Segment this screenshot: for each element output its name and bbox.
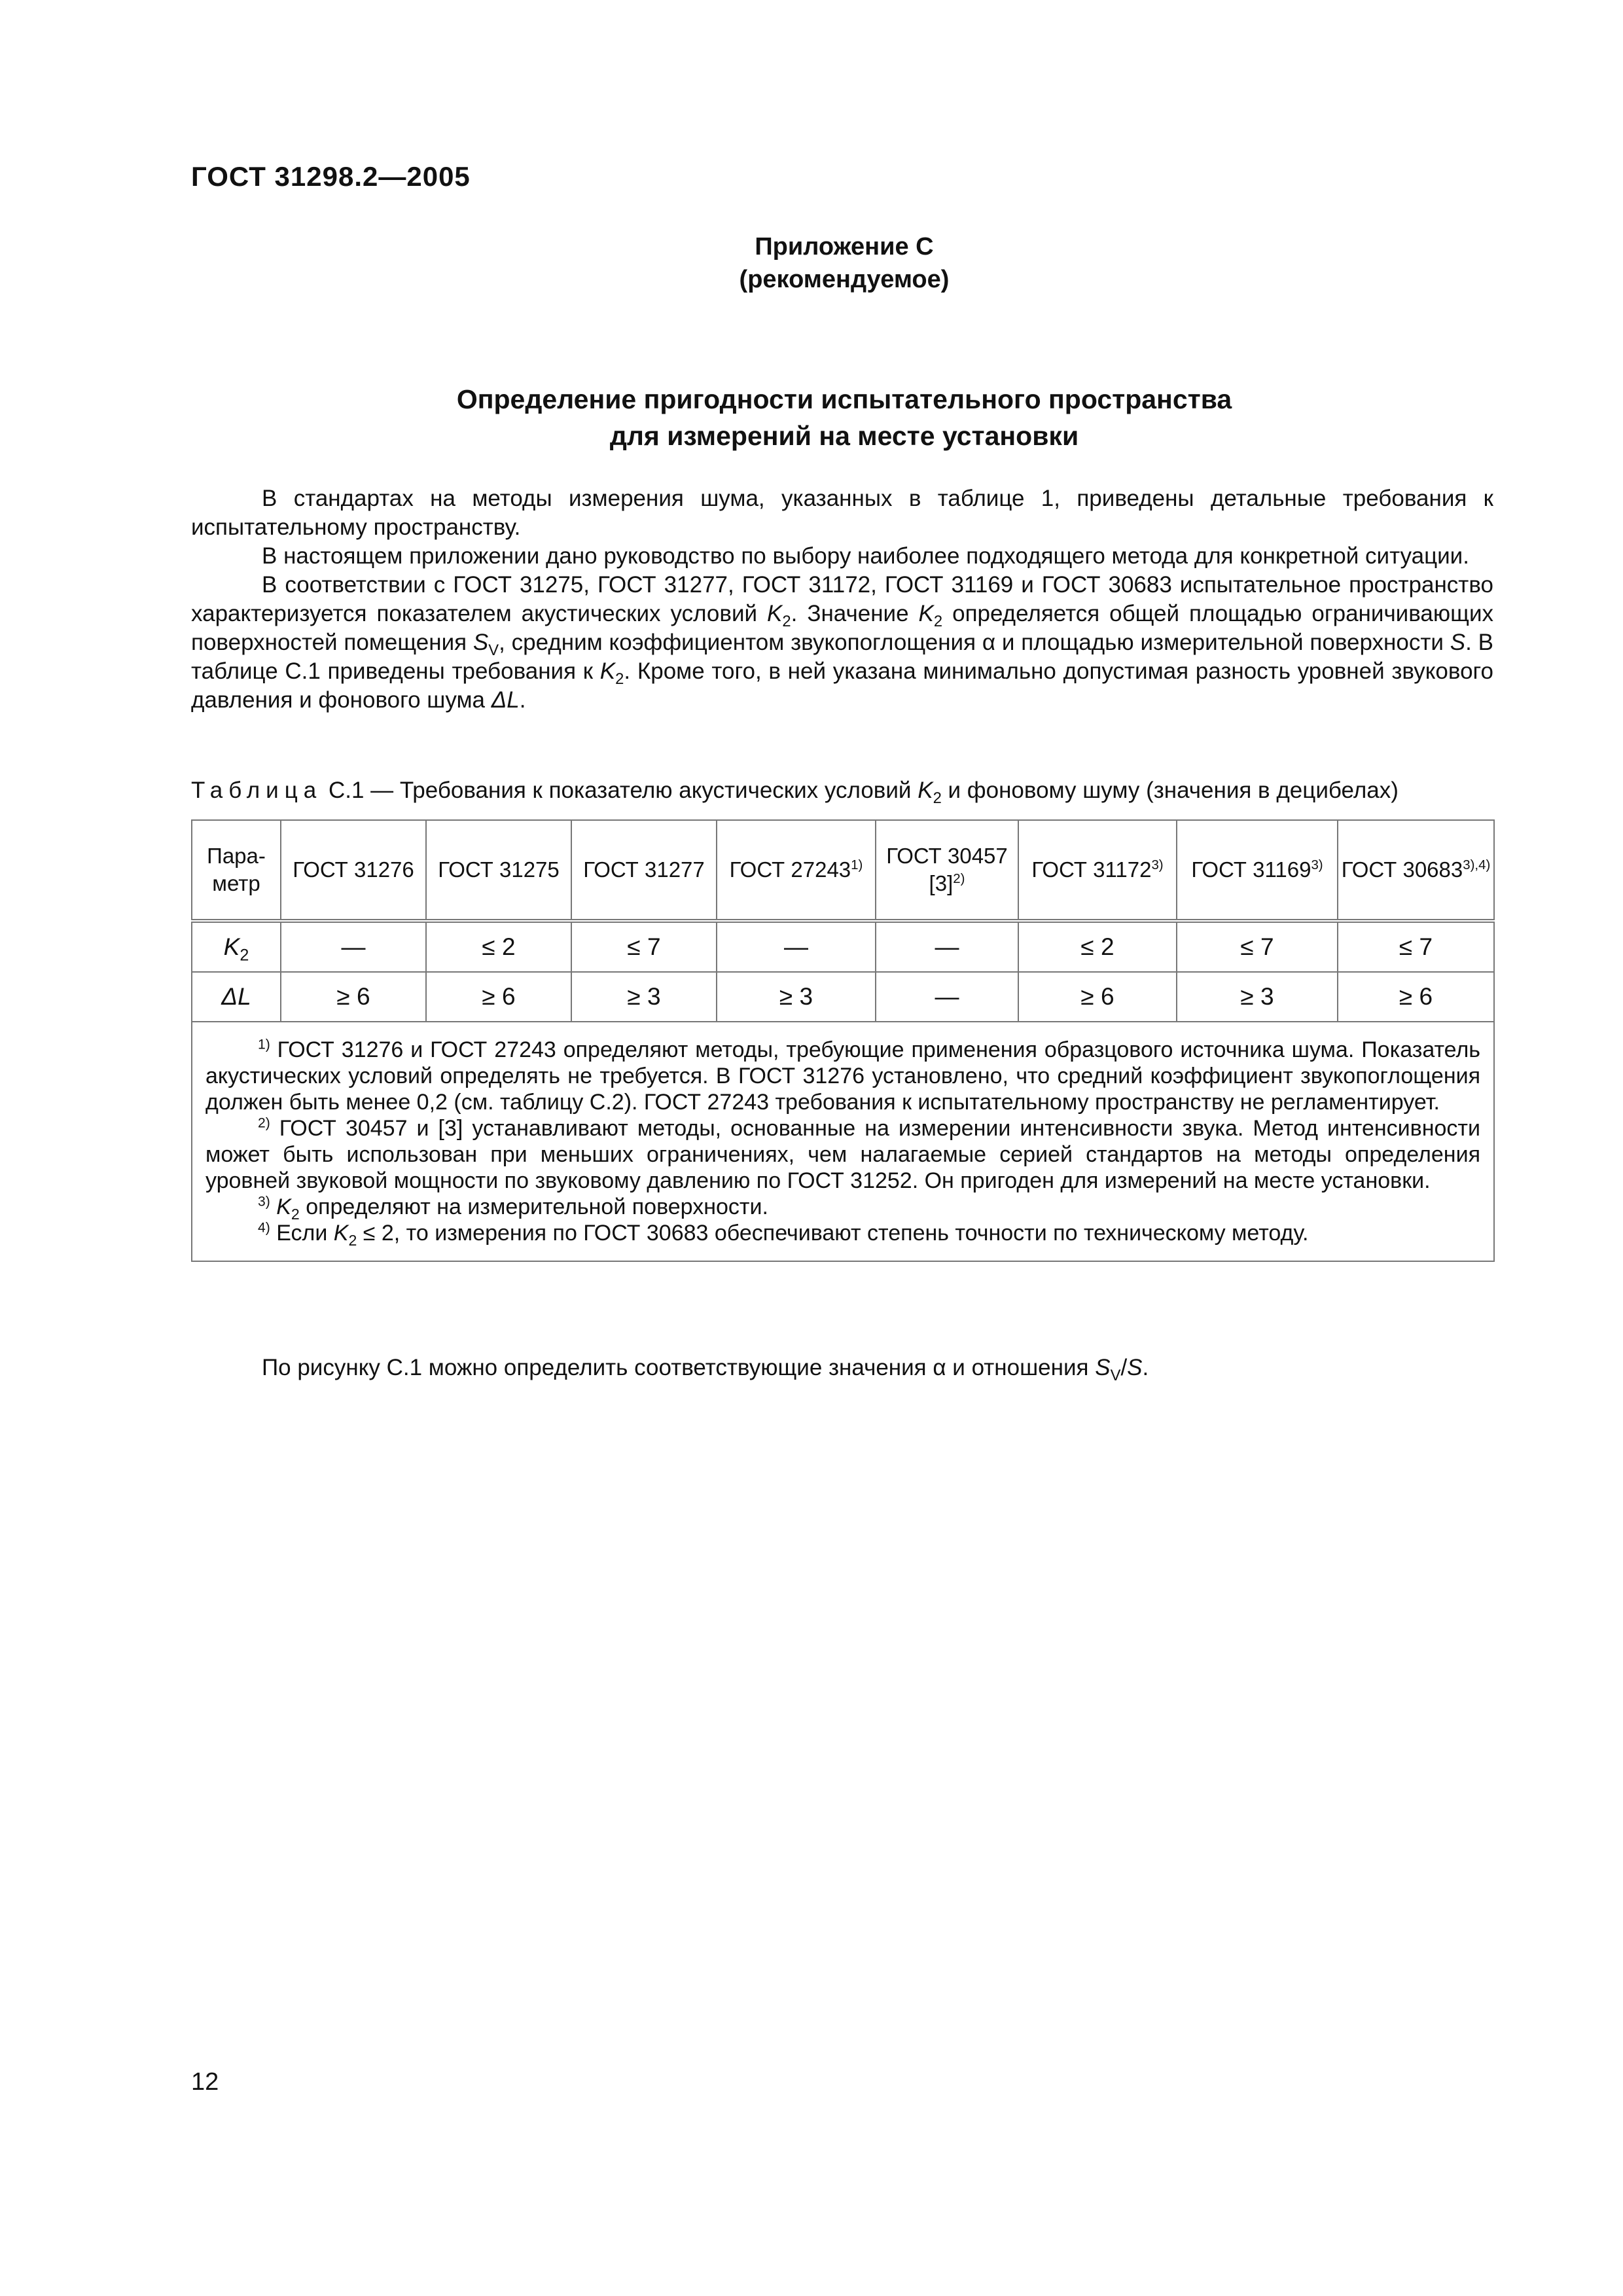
table-row bbox=[192, 972, 1494, 1022]
footnote-text: ≤ 2, то измерения по ГОСТ 30683 обеспечивают степень точности по техническому методу. bbox=[357, 1221, 1309, 1246]
paragraph-3-text: . В таблице С.1 приведены требования к bbox=[191, 630, 1493, 684]
symbol-k: K bbox=[918, 601, 934, 626]
footnote-ref: 3) bbox=[1151, 857, 1164, 872]
footnote-text: ГОСТ 30457 и [3] устанавливают методы, основанные на измерении интенсивности звука. Метод интенсивности может быть использован при меньших ограничениях, чем налагаемые серией стандартов на методы определения уровней звуковой мощности по звуковому давлению по ГОСТ 31252. Он пригоден для измерений на месте установки. bbox=[205, 1116, 1480, 1193]
table-cell: — bbox=[281, 921, 426, 972]
symbol-sub: V bbox=[488, 641, 499, 659]
after-table-text bbox=[262, 1355, 1149, 1384]
table-cell: ≥ 6 bbox=[1018, 972, 1177, 1022]
column-header bbox=[1177, 820, 1338, 921]
after-table-text-c: . bbox=[1142, 1355, 1149, 1380]
document-code: ГОСТ 31298.2—2005 bbox=[191, 161, 471, 192]
table-cell: — bbox=[876, 972, 1018, 1022]
footnote-1 bbox=[205, 1037, 1480, 1115]
paragraph-3-text: . Кроме того, в ней указана минимально допустимая разность уровней звукового давления и фонового шума bbox=[191, 658, 1493, 713]
footnote-ref: 2) bbox=[953, 871, 965, 886]
table-caption-text: и фоновому шуму (значения в децибелах) bbox=[941, 778, 1399, 803]
symbol-sub: 2 bbox=[933, 789, 942, 807]
symbol-s: S bbox=[1127, 1355, 1143, 1380]
symbol-delta-l: ΔL bbox=[491, 687, 520, 713]
table-header-row bbox=[192, 820, 1494, 921]
symbol-k: K bbox=[918, 778, 933, 803]
column-header-label: ГОСТ 31276 bbox=[293, 857, 414, 882]
table-caption-text: С.1 — Требования к показателю акустических условий bbox=[322, 778, 918, 803]
appendix-label: Приложение С bbox=[755, 233, 934, 260]
column-header-label: ГОСТ 30683 bbox=[1341, 857, 1463, 882]
symbol-sub: 2 bbox=[240, 946, 249, 965]
symbol-s: S bbox=[473, 630, 489, 655]
footnote-mark: 2) bbox=[258, 1115, 270, 1131]
table-cell: ≤ 7 bbox=[1338, 921, 1494, 972]
column-header-parameter: Пара-метр bbox=[192, 820, 281, 921]
section-title bbox=[0, 381, 1623, 454]
table-notes bbox=[192, 1022, 1494, 1261]
table-caption-label: Таблица bbox=[191, 778, 323, 803]
symbol-k: K bbox=[333, 1221, 349, 1246]
column-header bbox=[1338, 820, 1494, 921]
footnote-text: ГОСТ 31276 и ГОСТ 27243 определяют методы, требующие применения образцового источника шума. Показатель акустических условий определять не требуется. В ГОСТ 31276 установлено, что средний коэффициент звукопоглощения должен быть менее 0,2 (см. таблицу С.2). ГОСТ 27243 требования к испытательному пространству не регламентирует. bbox=[205, 1037, 1480, 1115]
symbol-sub: V bbox=[1110, 1367, 1121, 1384]
column-header bbox=[426, 820, 571, 921]
table-cell: — bbox=[717, 921, 876, 972]
column-header bbox=[876, 820, 1018, 921]
footnote-3 bbox=[205, 1194, 1480, 1223]
symbol-sub: 2 bbox=[933, 613, 943, 630]
page-number: 12 bbox=[191, 2068, 219, 2096]
body-text bbox=[191, 484, 1493, 715]
symbol-k: K bbox=[276, 1194, 291, 1219]
column-header-label: ГОСТ 31169 bbox=[1191, 857, 1311, 882]
footnote-text: Если bbox=[270, 1221, 334, 1246]
section-title-line-2: для измерений на месте установки bbox=[609, 421, 1079, 451]
footnote-4 bbox=[205, 1220, 1480, 1249]
column-header bbox=[717, 820, 876, 921]
symbol-sub: 2 bbox=[348, 1231, 357, 1249]
table-cell: ≥ 6 bbox=[426, 972, 571, 1022]
table-cell: ≥ 3 bbox=[717, 972, 876, 1022]
symbol-delta-l: ΔL bbox=[221, 983, 251, 1010]
row-param-k2 bbox=[192, 921, 281, 972]
symbol-k: K bbox=[599, 658, 616, 684]
footnote-ref: 3),4) bbox=[1463, 857, 1491, 872]
paragraph-3-text: В соответствии с ГОСТ 31275, ГОСТ 31277, ГОСТ 31172, ГОСТ 31169 и ГОСТ 30683 испытательное пространство характеризуется показателем акустических условий bbox=[191, 572, 1493, 626]
table-cell: ≤ 7 bbox=[571, 921, 717, 972]
table-notes-row bbox=[192, 1022, 1494, 1261]
column-header bbox=[1018, 820, 1177, 921]
footnote-ref: 1) bbox=[851, 857, 863, 872]
footnote-text: определяют на измерительной поверхности. bbox=[299, 1194, 768, 1219]
footnote-mark: 3) bbox=[258, 1194, 270, 1210]
table-cell: ≤ 2 bbox=[1018, 921, 1177, 972]
table-cell: ≤ 2 bbox=[426, 921, 571, 972]
paragraph-3 bbox=[191, 571, 1493, 715]
symbol-sub: 2 bbox=[615, 670, 624, 688]
column-header-label: ГОСТ 30457 [3] bbox=[886, 844, 1008, 895]
column-header bbox=[571, 820, 717, 921]
table-cell: ≥ 3 bbox=[1177, 972, 1338, 1022]
footnote-mark: 4) bbox=[258, 1220, 270, 1236]
after-table-slash: / bbox=[1120, 1355, 1128, 1380]
table-caption bbox=[191, 778, 1399, 807]
symbol-sub: 2 bbox=[291, 1205, 300, 1223]
footnote-mark: 1) bbox=[258, 1037, 270, 1052]
section-title-line-1: Определение пригодности испытательного пространства bbox=[456, 384, 1232, 414]
symbol-k: K bbox=[223, 933, 240, 960]
paragraph-3-text: . bbox=[519, 687, 526, 713]
paragraph-3-text: , средним коэффициентом звукопоглощения α и площадью измерительной поверхности bbox=[499, 630, 1450, 655]
column-header-label: ГОСТ 31275 bbox=[438, 857, 560, 882]
column-header-label: ГОСТ 31277 bbox=[583, 857, 705, 882]
table-cell: ≤ 7 bbox=[1177, 921, 1338, 972]
table-cell: ≥ 3 bbox=[571, 972, 717, 1022]
footnote-2 bbox=[205, 1115, 1480, 1194]
column-header-label: ГОСТ 27243 bbox=[729, 857, 851, 882]
footnote-ref: 3) bbox=[1311, 857, 1323, 872]
row-param-delta-l bbox=[192, 972, 281, 1022]
paragraph-2: В настоящем приложении дано руководство по выбору наиболее подходящего метода для конкретной ситуации. bbox=[262, 543, 1469, 569]
appendix-status: (рекомендуемое) bbox=[739, 266, 950, 293]
table-cell: ≥ 6 bbox=[281, 972, 426, 1022]
requirements-table bbox=[191, 819, 1495, 1262]
symbol-sub: 2 bbox=[782, 613, 791, 630]
paragraph-3-text: . Значение bbox=[791, 601, 919, 626]
paragraph-1: В стандартах на методы измерения шума, указанных в таблице 1, приведены детальные требования к испытательному пространству. bbox=[191, 486, 1493, 540]
appendix-heading bbox=[0, 230, 1623, 296]
symbol-s: S bbox=[1095, 1355, 1111, 1380]
after-table-text-a: По рисунку С.1 можно определить соответствующие значения α и отношения bbox=[262, 1355, 1096, 1380]
table-cell: ≥ 6 bbox=[1338, 972, 1494, 1022]
column-header-label: ГОСТ 31172 bbox=[1031, 857, 1152, 882]
paragraph-3-text: определяется общей площадью ограничивающих поверхностей помещения bbox=[191, 601, 1493, 655]
column-header bbox=[281, 820, 426, 921]
symbol-k: K bbox=[767, 601, 783, 626]
table-row bbox=[192, 921, 1494, 972]
symbol-s: S bbox=[1450, 630, 1466, 655]
table-cell: — bbox=[876, 921, 1018, 972]
